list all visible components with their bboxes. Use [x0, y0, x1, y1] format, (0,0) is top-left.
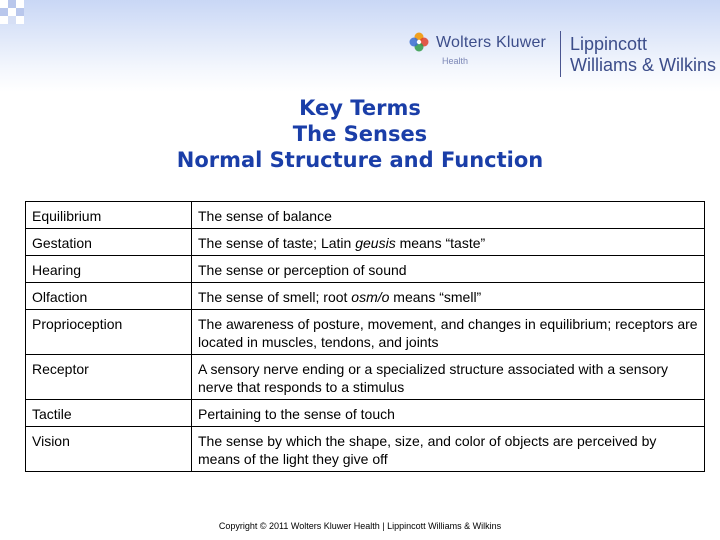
wolters-kluwer-logo-icon	[408, 31, 430, 53]
table-row	[26, 400, 705, 427]
table-row	[26, 310, 705, 355]
key-terms-table	[25, 201, 705, 472]
term-cell: Equilibrium	[26, 202, 192, 229]
definition-text: The sense of taste; Latin	[198, 235, 356, 251]
definition-cell	[192, 283, 705, 310]
title-line-3: Normal Structure and Function	[176, 148, 544, 172]
title-line-1: Key Terms	[299, 96, 421, 120]
table-row	[26, 229, 705, 256]
definition-text: The sense or perception of sound	[198, 262, 407, 278]
term-cell: Hearing	[26, 256, 192, 283]
term-cell: Vision	[26, 427, 192, 472]
definition-text: means “taste”	[395, 235, 486, 251]
logo-publisher-line2: Williams & Wilkins	[570, 55, 716, 75]
title-line-2: The Senses	[292, 122, 428, 146]
definition-text: Pertaining to the sense of touch	[198, 406, 395, 422]
definition-cell	[192, 229, 705, 256]
copyright-footer: Copyright © 2011 Wolters Kluwer Health | Lippincott Williams & Wilkins	[218, 521, 502, 531]
term-cell: Tactile	[26, 400, 192, 427]
header-band	[0, 0, 720, 92]
table-row	[26, 283, 705, 310]
definition-text: means “smell”	[389, 289, 482, 305]
definition-text: The sense of balance	[198, 208, 332, 224]
definition-cell	[192, 310, 705, 355]
definition-text: The sense by which the shape, size, and color of objects are perceived by means of the light they give off	[198, 433, 657, 467]
logo-divider	[560, 31, 561, 77]
definition-cell	[192, 202, 705, 229]
logo-publisher-line1: Lippincott	[570, 34, 648, 54]
term-cell: Receptor	[26, 355, 192, 400]
logo-brand-text: Wolters Kluwer	[436, 34, 547, 51]
slide-title	[0, 95, 720, 173]
key-terms-table-body	[26, 202, 705, 472]
term-cell: Gestation	[26, 229, 192, 256]
definition-text: The awareness of posture, movement, and changes in equilibrium; receptors are located in muscles, tendons, and joints	[198, 316, 698, 350]
definition-italic-text: geusis	[355, 235, 396, 251]
logo-subbrand-text: Health	[442, 56, 469, 66]
table-row	[26, 202, 705, 229]
definition-cell	[192, 256, 705, 283]
table-row	[26, 355, 705, 400]
table-row	[26, 256, 705, 283]
table-row	[26, 427, 705, 472]
term-cell: Olfaction	[26, 283, 192, 310]
definition-cell	[192, 355, 705, 400]
term-cell: Proprioception	[26, 310, 192, 355]
corner-grid-decoration	[0, 0, 24, 24]
definition-text: A sensory nerve ending or a specialized structure associated with a sensory nerve that responds to a stimulus	[198, 361, 669, 395]
definition-cell	[192, 400, 705, 427]
definition-cell	[192, 427, 705, 472]
definition-italic-text: osm/o	[351, 289, 390, 305]
definition-text: The sense of smell; root	[198, 289, 352, 305]
